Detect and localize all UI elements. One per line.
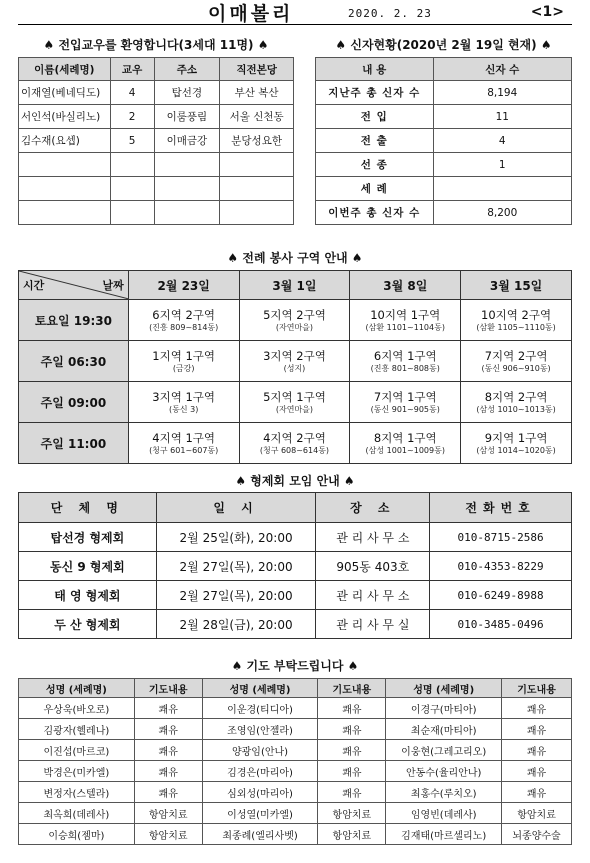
new_members-row — [19, 177, 294, 201]
brotherhood-table — [18, 492, 572, 639]
service-zone-cell — [461, 382, 572, 423]
zone-name: 8지역 1구역 — [373, 430, 437, 445]
service-zone-cell — [350, 423, 461, 464]
brotherhood-cell: 010-4353-8229 — [430, 552, 572, 581]
prayer-cell: 쾌유 — [502, 698, 572, 719]
new_members-cell: 분당성요한 — [220, 129, 294, 153]
service-time: 주일 09:00 — [19, 382, 129, 423]
zone-name: 3지역 2구역 — [263, 348, 326, 363]
believers-table — [315, 57, 572, 225]
prayer-cell: 이경구(마티아) — [386, 698, 502, 719]
service-zone-cell — [461, 423, 572, 464]
zone-detail: (삼성 1014~1020동) — [476, 445, 556, 455]
brotherhood-cell: 2월 27일(목), 20:00 — [156, 581, 316, 610]
zone-name: 10지역 1구역 — [370, 307, 441, 322]
service-zone-cell — [461, 300, 572, 341]
service-zone-cell — [350, 300, 461, 341]
prayer-cell: 이진섭(마르코) — [19, 740, 135, 761]
prayer-cell: 쾌유 — [318, 740, 386, 761]
time-date-corner — [19, 271, 129, 300]
prayer-cell: 쾌유 — [318, 719, 386, 740]
prayer-cell: 항암치료 — [502, 803, 572, 824]
prayer-cell: 이웅현(그레고리오) — [386, 740, 502, 761]
new_members-cell — [154, 201, 220, 225]
new_members-header-1: 교우 — [110, 58, 154, 81]
new_members-cell — [154, 153, 220, 177]
new-members-table — [18, 57, 294, 225]
zone-name: 3지역 1구역 — [152, 389, 216, 404]
service-time: 토요일 19:30 — [19, 300, 129, 341]
new_members-header-3: 직전본당 — [220, 58, 294, 81]
zone-name: 7지역 2구역 — [484, 348, 548, 363]
zone-name: 5지역 1구역 — [263, 389, 326, 404]
zone-name: 4지역 2구역 — [263, 430, 326, 445]
prayer-cell: 항암치료 — [318, 803, 386, 824]
believers-cell: 11 — [433, 105, 572, 129]
brotherhood-cell: 두 산 형제회 — [19, 610, 157, 639]
brotherhood-cell: 2월 25일(화), 20:00 — [156, 523, 316, 552]
prayer-row — [19, 761, 572, 782]
new_members-cell: 서인석(바실리노) — [19, 105, 111, 129]
brotherhood-header-2: 장 소 — [316, 493, 430, 523]
brotherhood-cell: 태 영 형제회 — [19, 581, 157, 610]
new_members-cell — [220, 153, 294, 177]
zone-detail: (자연마을) — [275, 322, 314, 332]
service-zone-cell — [350, 382, 461, 423]
service-zone-cell — [350, 341, 461, 382]
believers-row — [316, 153, 572, 177]
prayer-row — [19, 740, 572, 761]
new_members-cell: 4 — [110, 81, 154, 105]
new_members-cell: 이매금강 — [154, 129, 220, 153]
believers-cell: 4 — [433, 129, 572, 153]
zone-detail: (삼환 1105~1110동) — [476, 322, 556, 332]
prayer-title: ♠ 기도 부탁드립니다 ♠ — [231, 659, 359, 673]
service-zone-cell — [239, 341, 350, 382]
new_members-cell: 이룸풍림 — [154, 105, 220, 129]
prayer-header-4: 성명 (세례명) — [386, 679, 502, 698]
brotherhood-cell: 010-6249-8988 — [430, 581, 572, 610]
service-zone-cell — [239, 382, 350, 423]
issue-date: 2020. 2. 23 — [348, 7, 432, 20]
prayer-header-3: 기도내용 — [318, 679, 386, 698]
service-date-3: 3월 15일 — [461, 271, 572, 300]
prayer-cell: 이승희(젬마) — [19, 824, 135, 845]
zone-detail: (성지) — [283, 363, 306, 373]
zone-name: 6지역 2구역 — [152, 307, 216, 322]
prayer-cell: 이성열(미카엘) — [202, 803, 318, 824]
page-number: <1> — [530, 4, 564, 20]
new_members-cell — [220, 177, 294, 201]
service-zone-cell — [128, 382, 239, 423]
new_members-cell — [19, 177, 111, 201]
brotherhood-header-0: 단 체 명 — [19, 493, 157, 523]
zone-name: 8지역 2구역 — [484, 389, 548, 404]
prayer-cell: 최순재(마티아) — [386, 719, 502, 740]
service-row — [19, 341, 572, 382]
prayer-cell: 임영빈(데레사) — [386, 803, 502, 824]
newsletter-title: 이매볼리 — [208, 3, 294, 25]
believers-cell — [433, 177, 572, 201]
brotherhood-cell: 동신 9 형제회 — [19, 552, 157, 581]
prayer-cell: 최종례(엘리사벳) — [202, 824, 318, 845]
service-zone-cell — [239, 300, 350, 341]
zone-detail: (금강) — [172, 363, 195, 373]
zone-name: 9지역 1구역 — [484, 430, 548, 445]
prayer-cell: 쾌유 — [502, 740, 572, 761]
zone-name: 6지역 1구역 — [373, 348, 437, 363]
brotherhood-title: ♠ 형제회 모임 안내 ♠ — [235, 474, 355, 488]
new_members-cell — [110, 201, 154, 225]
zone-name: 10지역 2구역 — [481, 307, 552, 322]
prayer-cell: 최옥희(데레사) — [19, 803, 135, 824]
prayer-cell: 뇌종양수술 — [502, 824, 572, 845]
prayer-header-0: 성명 (세례명) — [19, 679, 135, 698]
zone-detail: (자연마을) — [275, 404, 314, 414]
prayer-header-1: 기도내용 — [134, 679, 202, 698]
prayer-cell: 김경은(마리아) — [202, 761, 318, 782]
prayer-cell: 쾌유 — [502, 782, 572, 803]
brotherhood-cell: 관 리 사 무 소 — [316, 581, 430, 610]
service-time: 주일 06:30 — [19, 341, 129, 382]
service-time: 주일 11:00 — [19, 423, 129, 464]
believers-cell: 세 례 — [316, 177, 434, 201]
prayer-cell: 항암치료 — [318, 824, 386, 845]
prayer-row — [19, 698, 572, 719]
brotherhood-cell: 2월 27일(목), 20:00 — [156, 552, 316, 581]
new_members-cell: 2 — [110, 105, 154, 129]
service-row — [19, 300, 572, 341]
prayer-cell: 김광자(헬레나) — [19, 719, 135, 740]
zone-detail: (삼성 1001~1009동) — [365, 445, 445, 455]
service-table — [18, 270, 572, 464]
zone-detail: (진흥 809~814동) — [149, 322, 219, 332]
prayer-row — [19, 782, 572, 803]
new_members-cell — [220, 201, 294, 225]
new_members-header-2: 주소 — [154, 58, 220, 81]
believers-cell: 지난주 총 신자 수 — [316, 81, 434, 105]
new_members-cell — [19, 153, 111, 177]
believers-cell: 이번주 총 신자 수 — [316, 201, 434, 225]
prayer-cell: 양광임(안나) — [202, 740, 318, 761]
new_members-row — [19, 105, 294, 129]
brotherhood-cell: 010-3485-0496 — [430, 610, 572, 639]
believers-cell: 전 출 — [316, 129, 434, 153]
brotherhood-cell: 010-8715-2586 — [430, 523, 572, 552]
new_members-cell: 5 — [110, 129, 154, 153]
brotherhood-cell: 관 리 사 무 실 — [316, 610, 430, 639]
service-zone-cell — [128, 300, 239, 341]
zone-detail: (진흥 801~808동) — [370, 363, 440, 373]
corner-time-label: 시간 — [23, 279, 45, 292]
new_members-row — [19, 81, 294, 105]
prayer-cell: 쾌유 — [318, 761, 386, 782]
prayer-cell: 쾌유 — [502, 761, 572, 782]
new_members-header-0: 이름(세례명) — [19, 58, 111, 81]
service-zone-cell — [239, 423, 350, 464]
brotherhood-row — [19, 581, 572, 610]
prayer-row — [19, 803, 572, 824]
service-zone-cell — [128, 423, 239, 464]
prayer-cell: 최홍수(루치오) — [386, 782, 502, 803]
zone-detail: (동신 901~905동) — [370, 404, 440, 414]
brotherhood-header-1: 일 시 — [156, 493, 316, 523]
new_members-cell — [154, 177, 220, 201]
prayer-row — [19, 824, 572, 845]
prayer-cell: 쾌유 — [134, 698, 202, 719]
zone-detail: (삼성 1010~1013동) — [476, 404, 556, 414]
new_members-cell — [110, 177, 154, 201]
prayer-cell: 이운경(티디아) — [202, 698, 318, 719]
brotherhood-header-3: 전화번호 — [430, 493, 572, 523]
new_members-cell — [19, 201, 111, 225]
brotherhood-cell: 탑선경 형제회 — [19, 523, 157, 552]
believers-row — [316, 81, 572, 105]
prayer-cell: 변정자(스텔라) — [19, 782, 135, 803]
believers-header-0: 내 용 — [316, 58, 434, 81]
zone-name: 5지역 2구역 — [263, 307, 326, 322]
prayer-cell: 심외성(마리아) — [202, 782, 318, 803]
prayer-cell: 우상욱(바오로) — [19, 698, 135, 719]
new_members-cell: 김수재(요셉) — [19, 129, 111, 153]
zone-name: 4지역 1구역 — [152, 430, 216, 445]
new_members-row — [19, 129, 294, 153]
prayer-cell: 쾌유 — [502, 719, 572, 740]
service-date-1: 3월 1일 — [239, 271, 350, 300]
zone-detail: (청구 601~607동) — [149, 445, 219, 455]
believers-cell: 전 입 — [316, 105, 434, 129]
brotherhood-cell: 905동 403호 — [316, 552, 430, 581]
new_members-row — [19, 201, 294, 225]
prayer-cell: 항암치료 — [134, 803, 202, 824]
new_members-cell — [110, 153, 154, 177]
prayer-header-2: 성명 (세례명) — [202, 679, 318, 698]
new-members-title: ♠ 전입교우를 환영합니다(3세대 11명) ♠ — [43, 38, 269, 52]
prayer-header-5: 기도내용 — [502, 679, 572, 698]
believers-row — [316, 177, 572, 201]
prayer-table — [18, 678, 572, 845]
believers-cell: 8,200 — [433, 201, 572, 225]
prayer-cell: 김재태(마르셀리노) — [386, 824, 502, 845]
new_members-cell: 서울 신천동 — [220, 105, 294, 129]
prayer-row — [19, 719, 572, 740]
brotherhood-cell: 관 리 사 무 소 — [316, 523, 430, 552]
service-title: ♠ 전례 봉사 구역 안내 ♠ — [227, 251, 363, 265]
believers-title: ♠ 신자현황(2020년 2월 19일 현재) ♠ — [335, 38, 552, 52]
prayer-cell: 쾌유 — [134, 782, 202, 803]
believers-row — [316, 129, 572, 153]
new_members-row — [19, 153, 294, 177]
brotherhood-row — [19, 610, 572, 639]
prayer-cell: 박경은(미카엘) — [19, 761, 135, 782]
service-date-0: 2월 23일 — [128, 271, 239, 300]
corner-date-label: 날짜 — [102, 279, 124, 292]
zone-name: 7지역 1구역 — [373, 389, 437, 404]
prayer-cell: 쾌유 — [134, 719, 202, 740]
believers-header-1: 신자 수 — [433, 58, 572, 81]
believers-cell: 선 종 — [316, 153, 434, 177]
prayer-cell: 쾌유 — [134, 740, 202, 761]
newsletter-header — [18, 2, 572, 25]
service-row — [19, 382, 572, 423]
believers-cell: 1 — [433, 153, 572, 177]
zone-detail: (삼환 1101~1104동) — [365, 322, 445, 332]
service-row — [19, 423, 572, 464]
brotherhood-row — [19, 552, 572, 581]
prayer-cell: 항암치료 — [134, 824, 202, 845]
zone-detail: (동신 906~910동) — [481, 363, 551, 373]
prayer-cell: 안동수(율리안나) — [386, 761, 502, 782]
service-zone-cell — [461, 341, 572, 382]
zone-detail: (동신 3) — [169, 404, 199, 414]
new_members-cell: 탑선경 — [154, 81, 220, 105]
prayer-cell: 쾌유 — [318, 782, 386, 803]
brotherhood-cell: 2월 28일(금), 20:00 — [156, 610, 316, 639]
brotherhood-row — [19, 523, 572, 552]
believers-row — [316, 105, 572, 129]
new_members-cell: 부산 복산 — [220, 81, 294, 105]
believers-cell: 8,194 — [433, 81, 572, 105]
believers-row — [316, 201, 572, 225]
service-zone-cell — [128, 341, 239, 382]
prayer-cell: 쾌유 — [134, 761, 202, 782]
new_members-cell: 이재열(베네딕도) — [19, 81, 111, 105]
zone-name: 1지역 1구역 — [152, 348, 216, 363]
prayer-cell: 쾌유 — [318, 698, 386, 719]
prayer-cell: 조영임(안젤라) — [202, 719, 318, 740]
zone-detail: (청구 608~614동) — [259, 445, 330, 455]
service-date-2: 3월 8일 — [350, 271, 461, 300]
